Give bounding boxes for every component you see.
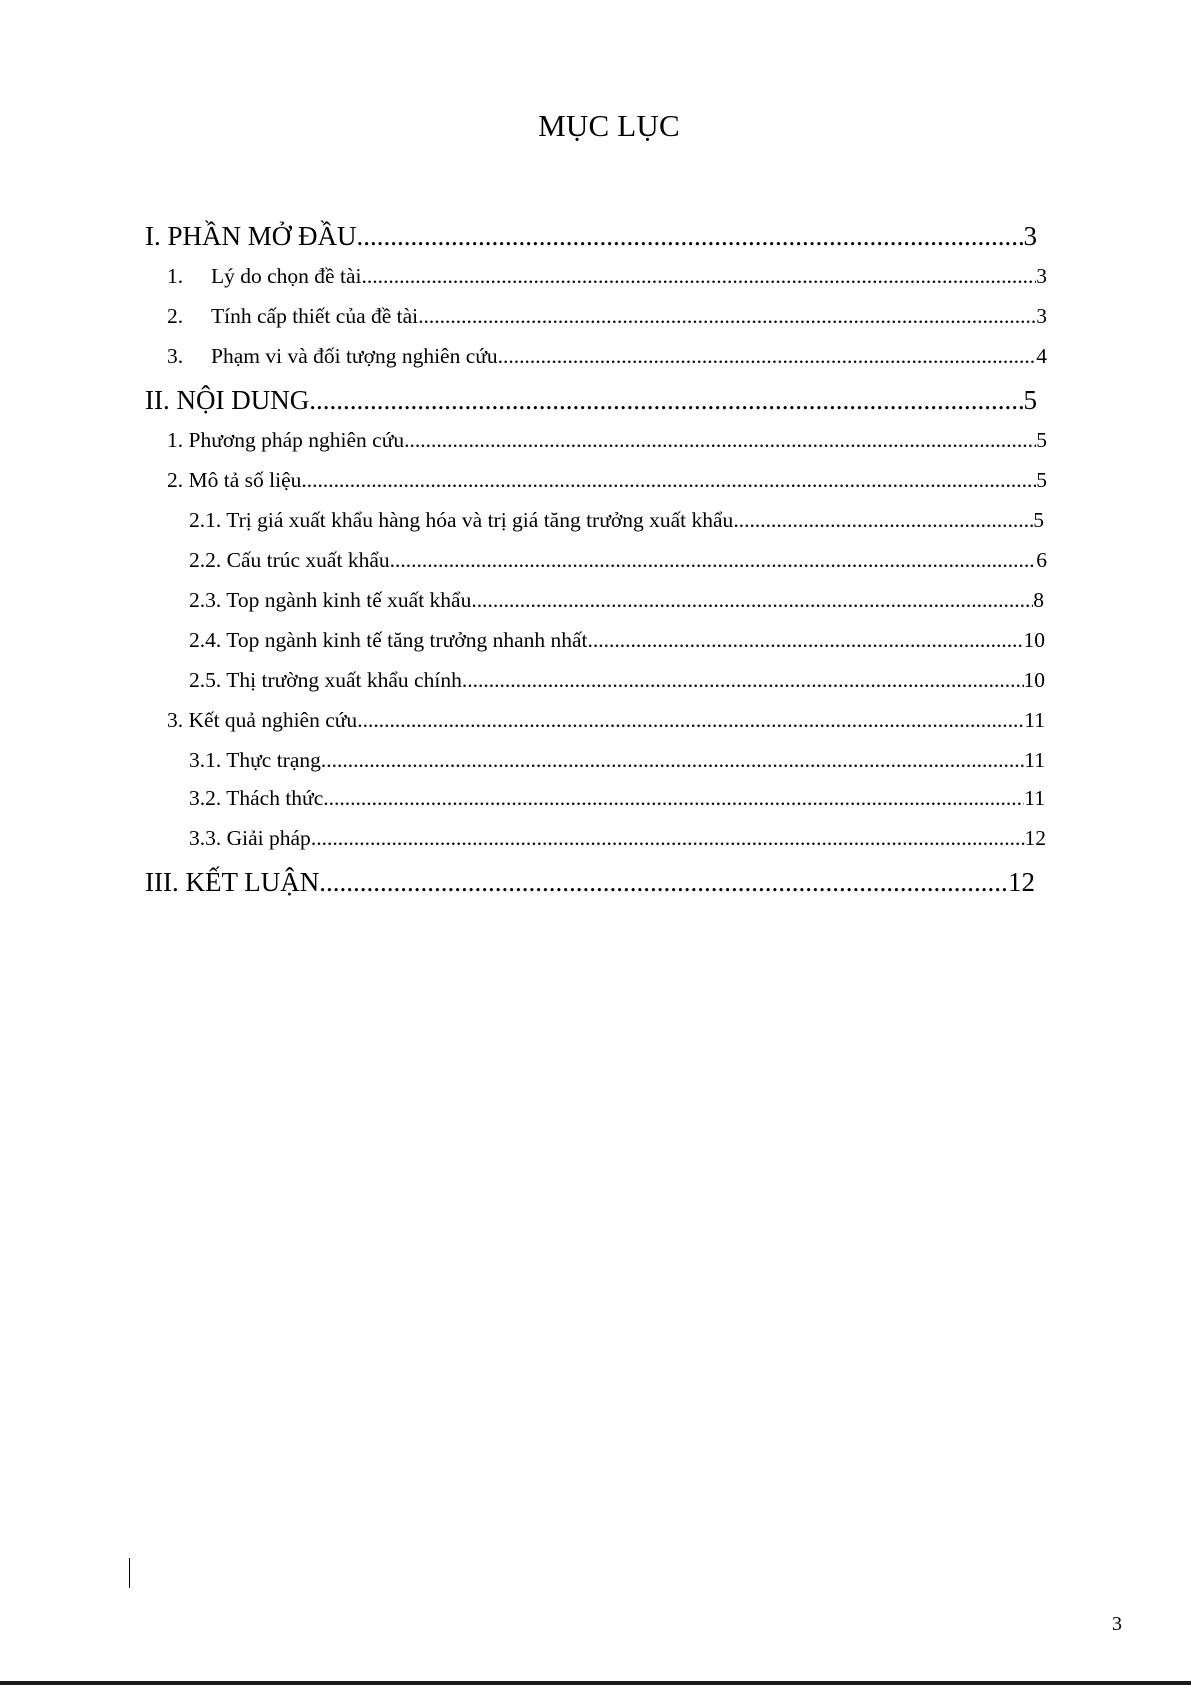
toc-entry-page: 8 — [1033, 588, 1044, 612]
toc-entry-label: 2.1. Trị giá xuất khẩu hàng hóa và trị giá tăng trưởng xuất khẩu — [189, 508, 734, 532]
toc-dot-leader — [357, 706, 1024, 734]
toc-entry-label: 1. Phương pháp nghiên cứu — [167, 428, 405, 452]
page-number: 3 — [1112, 1613, 1122, 1635]
toc-dot-leader — [418, 302, 1036, 330]
toc-dot-leader — [498, 342, 1037, 370]
toc-dot-leader — [321, 746, 1024, 774]
toc-entry-thach-thuc[interactable] — [189, 784, 1045, 812]
toc-entry-phan-mo-dau[interactable] — [145, 219, 1037, 253]
toc-dot-leader — [357, 219, 1024, 253]
toc-dot-leader — [733, 506, 1033, 534]
toc-entry-page: 5 — [1033, 508, 1044, 532]
toc-entry-page: 3 — [1023, 221, 1037, 251]
toc-entry-top-nganh-xuat-khau[interactable] — [189, 586, 1044, 614]
toc-entry-label: 3.3. Giải pháp — [189, 826, 311, 850]
toc-entry-page: 12 — [1024, 826, 1046, 850]
toc-dot-leader — [309, 383, 1023, 417]
toc-entry-ly-do-chon-de-tai[interactable] — [167, 262, 1047, 290]
toc-entry-page: 3 — [1036, 304, 1047, 328]
toc-entry-page: 11 — [1024, 708, 1045, 732]
toc-entry-page: 6 — [1036, 548, 1047, 572]
toc-entry-number: 3. — [167, 344, 184, 368]
toc-dot-leader — [311, 824, 1025, 852]
toc-entry-thuc-trang[interactable] — [189, 746, 1045, 774]
toc-dot-leader — [471, 586, 1033, 614]
toc-entry-label: Tính cấp thiết của đề tài — [211, 304, 419, 328]
toc-entry-page: 11 — [1024, 786, 1045, 810]
toc-entry-tinh-cap-thiet[interactable] — [167, 302, 1047, 330]
toc-entry-giai-phap[interactable] — [189, 824, 1046, 852]
toc-entry-label: 2. Mô tả số liệu — [167, 468, 302, 492]
toc-entry-label: I. PHẦN MỞ ĐẦU — [145, 221, 357, 251]
toc-dot-leader — [588, 626, 1024, 654]
toc-entry-label: 2.5. Thị trường xuất khẩu chính — [189, 668, 462, 692]
toc-entry-label: Lý do chọn đề tài — [211, 264, 362, 288]
toc-entry-label: 3.2. Thách thức — [189, 786, 324, 810]
toc-dot-leader — [361, 262, 1036, 290]
toc-dot-leader — [319, 865, 1008, 899]
toc-entry-mo-ta-so-lieu[interactable] — [167, 466, 1047, 494]
toc-dot-leader — [323, 784, 1024, 812]
toc-entry-ket-qua-nghien-cuu[interactable] — [167, 706, 1045, 734]
toc-entry-tri-gia-xuat-khau[interactable] — [189, 506, 1044, 534]
text-cursor — [129, 1558, 130, 1588]
toc-entry-page: 5 — [1023, 385, 1037, 415]
toc-entry-label: Phạm vi và đối tượng nghiên cứu — [211, 344, 498, 368]
toc-entry-page: 5 — [1036, 428, 1047, 452]
toc-dot-leader — [462, 666, 1024, 694]
toc-dot-leader — [404, 426, 1036, 454]
toc-entry-page: 10 — [1023, 628, 1045, 652]
toc-dot-leader — [390, 546, 1037, 574]
toc-entry-phuong-phap[interactable] — [167, 426, 1047, 454]
toc-entry-page: 4 — [1036, 344, 1047, 368]
toc-entry-label: 2.3. Top ngành kinh tế xuất khẩu — [189, 588, 472, 612]
toc-entry-page: 10 — [1023, 668, 1045, 692]
toc-entry-page: 12 — [1008, 867, 1035, 897]
toc-entry-pham-vi[interactable] — [167, 342, 1047, 370]
toc-entry-page: 11 — [1024, 748, 1045, 772]
toc-entry-page: 3 — [1036, 264, 1047, 288]
toc-dot-leader — [301, 466, 1036, 494]
page-bottom-edge — [0, 1681, 1191, 1685]
toc-entry-label: 3.1. Thực trạng — [189, 748, 321, 772]
toc-entry-top-nganh-tang-truong[interactable] — [189, 626, 1045, 654]
toc-title: MỤC LỤC — [538, 108, 680, 143]
toc-entry-label: 3. Kết quả nghiên cứu — [167, 708, 358, 732]
toc-entry-label: III. KẾT LUẬN — [145, 867, 320, 897]
toc-entry-ket-luan[interactable] — [145, 865, 1035, 899]
toc-entry-cau-truc-xuat-khau[interactable] — [189, 546, 1047, 574]
toc-entry-label: II. NỘI DUNG — [145, 385, 310, 415]
toc-entry-number: 1. — [167, 264, 184, 288]
toc-entry-label: 2.4. Top ngành kinh tế tăng trưởng nhanh nhất — [189, 628, 588, 652]
toc-entry-number: 2. — [167, 304, 184, 328]
toc-entry-noi-dung[interactable] — [145, 383, 1037, 417]
toc-entry-page: 5 — [1036, 468, 1047, 492]
toc-entry-thi-truong-xuat-khau[interactable] — [189, 666, 1045, 694]
toc-entry-label: 2.2. Cấu trúc xuất khẩu — [189, 548, 390, 572]
